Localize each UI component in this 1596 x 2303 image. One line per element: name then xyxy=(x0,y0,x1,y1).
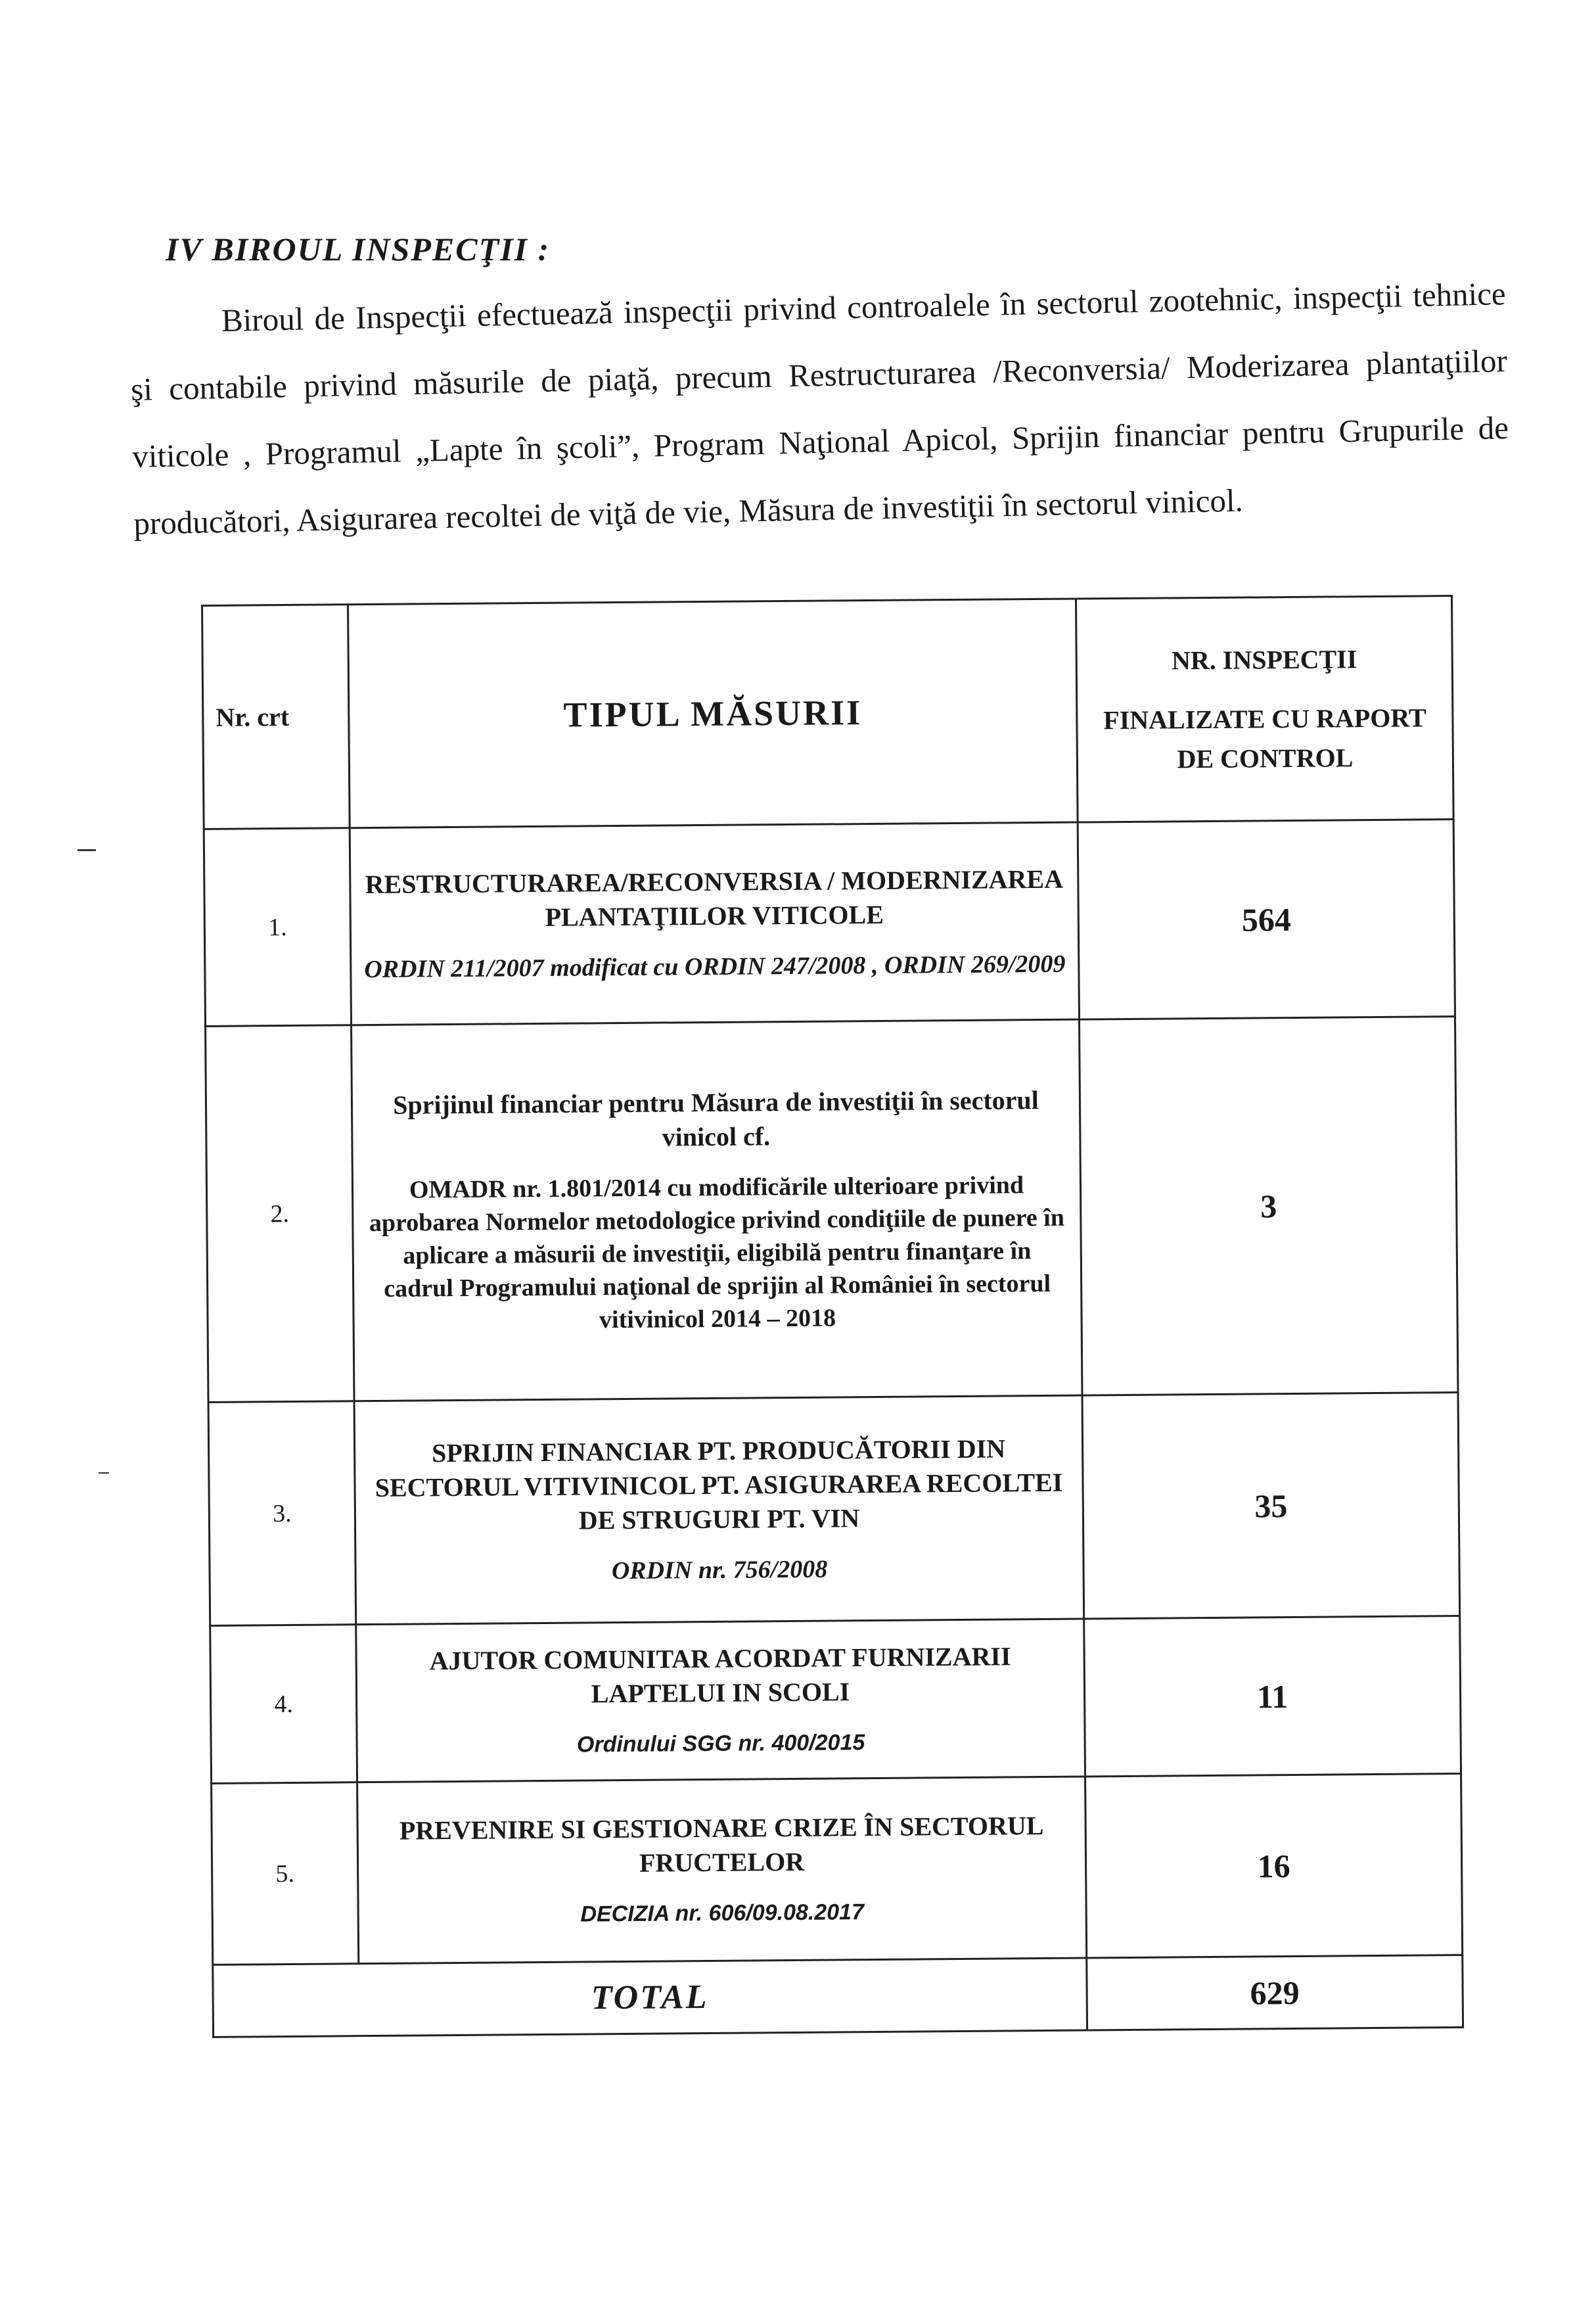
row-number: 5. xyxy=(212,1782,359,1965)
measure-reference: ORDIN nr. 756/2008 xyxy=(611,1555,828,1585)
paragraph-indent xyxy=(129,331,221,333)
row-number: 3. xyxy=(208,1401,356,1626)
table-header-row xyxy=(202,596,1454,829)
measure-cell xyxy=(350,822,1079,1025)
header-inspections-count xyxy=(1076,596,1453,822)
measure-cell xyxy=(352,1019,1082,1401)
total-row xyxy=(213,1955,1463,2037)
measure-cell xyxy=(357,1777,1087,1964)
intro-text: Biroul de Inspecţii efectuează inspecţii privind controalele în sectorul zootehnic, inspecţii tehnice şi contabile privind măsurile de piaţă, precum Restructurarea /Reconversia/ Moderizarea plantaţiilor viticole , Programul „Lapte în şcoli”, Program Naţional Apicol, Sprijin financiar pentru Grupurile de producători, Asigurarea recoltei de viţă de vie, Măsura de investiţii în sectorul vinicol. xyxy=(130,275,1509,542)
header-inspections-line2: FINALIZATE CU RAPORT DE CONTROL xyxy=(1103,702,1426,774)
row-number: 2. xyxy=(206,1025,354,1403)
inspection-count: 16 xyxy=(1085,1773,1463,1957)
header-nr-crt: Nr. crt xyxy=(202,605,350,829)
measure-reference: DECIZIA nr. 606/09.08.2017 xyxy=(580,1899,865,1927)
total-label: TOTAL xyxy=(213,1958,1087,2037)
margin-mark xyxy=(99,1472,109,1474)
measure-reference: ORDIN 211/2007 modificat cu ORDIN 247/2008 , ORDIN 269/2009 xyxy=(364,950,1066,983)
header-inspections-line1: NR. INSPECŢII xyxy=(1171,643,1357,675)
measure-cell xyxy=(354,1395,1084,1625)
measure-title: PREVENIRE SI GESTIONARE CRIZE ÎN SECTORUL FRUCTELOR xyxy=(399,1810,1044,1878)
measure-reference: Ordinului SGG nr. 400/2015 xyxy=(576,1729,865,1757)
table-row xyxy=(212,1773,1463,1965)
total-value: 629 xyxy=(1087,1955,1463,2030)
measure-title: SPRIJIN FINANCIAR PT. PRODUCĂTORII DIN SECTORUL VITIVINICOL PT. ASIGURAREA RECOLTEI DE STRUGURI PT. VIN xyxy=(375,1433,1063,1535)
inspection-count: 35 xyxy=(1082,1393,1460,1619)
section-heading: IV BIROUL INSPECŢII : xyxy=(166,231,551,268)
table-row xyxy=(210,1616,1461,1784)
intro-paragraph xyxy=(129,260,1511,557)
inspection-count: 564 xyxy=(1078,820,1455,1019)
measure-title: Sprijinul financiar pentru Măsura de investiţii în sectorul vinicol cf. xyxy=(392,1084,1039,1152)
measure-reference: OMADR nr. 1.801/2014 cu modificările ulterioare privind aprobarea Normelor metodologice privind condiţiile de punere în aplicare a măsurii de investiţii, eligibilă pentru finanţare în cadrul Programului naţional de sprijin al României în sectorul vitivinicol 2014 – 2018 xyxy=(369,1171,1065,1334)
inspection-count: 3 xyxy=(1079,1017,1457,1395)
header-measure-type: TIPUL MĂSURII xyxy=(348,599,1078,828)
row-number: 4. xyxy=(210,1625,357,1784)
table-row xyxy=(206,1017,1458,1403)
table-row xyxy=(204,820,1455,1027)
inspection-count: 11 xyxy=(1084,1616,1461,1777)
measure-cell xyxy=(356,1619,1085,1782)
measure-title: AJUTOR COMUNITAR ACORDAT FURNIZARII LAPTELUI IN SCOLI xyxy=(429,1640,1011,1708)
inspections-table-wrapper xyxy=(201,595,1462,2038)
measure-title: RESTRUCTURAREA/RECONVERSIA / MODERNIZAREA PLANTAŢIILOR VITICOLE xyxy=(365,864,1064,932)
margin-mark xyxy=(78,849,96,851)
row-number: 1. xyxy=(204,828,351,1027)
inspections-table xyxy=(201,595,1464,2038)
table-row xyxy=(208,1393,1460,1626)
